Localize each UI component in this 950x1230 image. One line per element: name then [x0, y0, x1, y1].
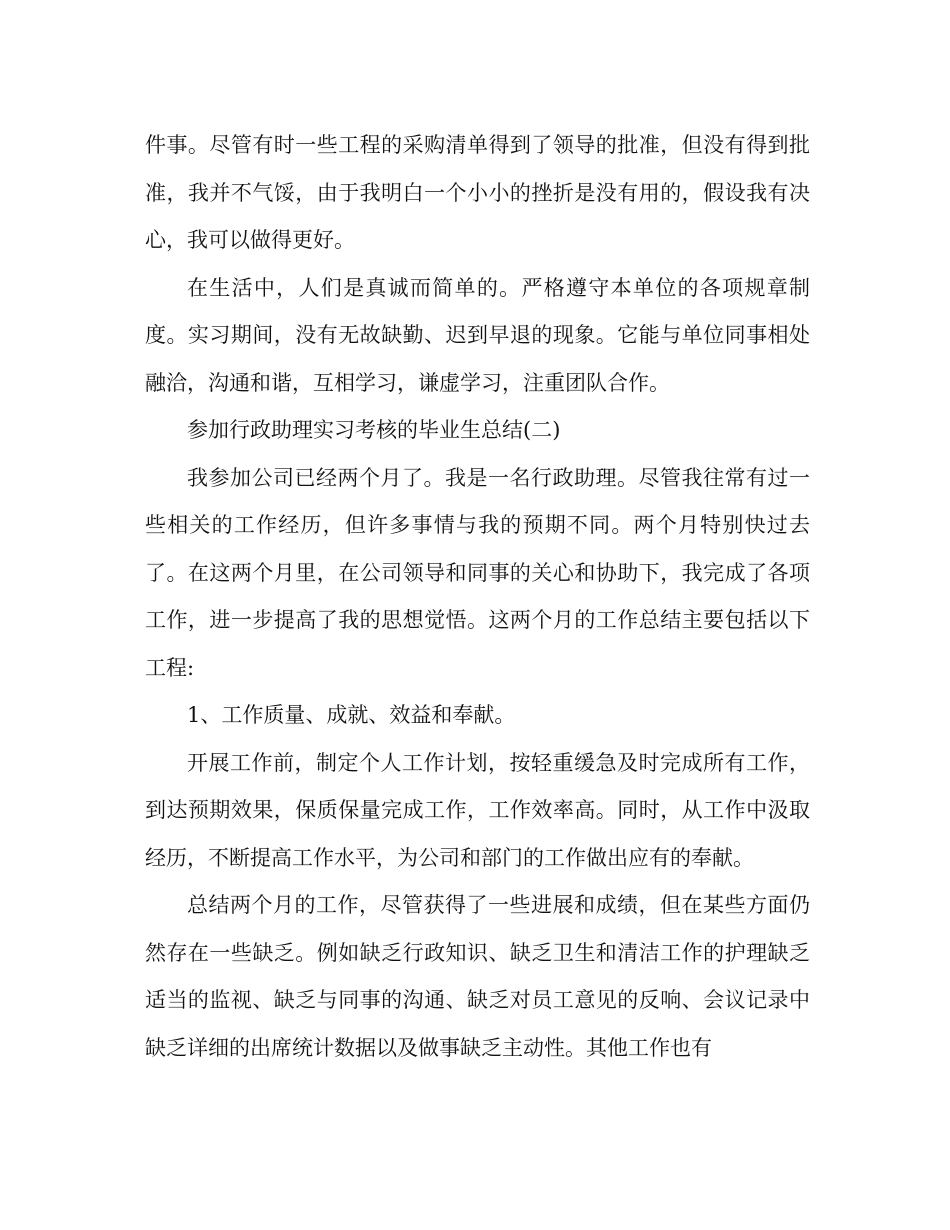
list-item-heading: 1、工作质量、成就、效益和奉献。 — [187, 703, 516, 727]
paragraph-summary-shortcomings: 总结两个月的工作，尽管获得了一些进展和成绩，但在某些方面仍然存在一些缺乏。例如缺乏行政知识、缺乏卫生和清洁工作的护理缺乏适当的监视、缺乏与同事的沟通、缺乏对员工意见的反响、会议记录中缺乏详细的出席统计数据以及做事缺乏主动性。其他工作也有 — [145, 893, 810, 1060]
paragraph-intro: 我参加公司已经两个月了。我是一名行政助理。尽管我往常有过一些相关的工作经历，但许多事情与我的预期不同。两个月特别快过去了。在这两个月里，在公司领导和同事的关心和协助下，我完成了各项工作，进一步提高了我的思想觉悟。这两个月的工作总结主要包括以下工程: — [145, 465, 810, 680]
paragraph-work-plan: 开展工作前，制定个人工作计划，按轻重缓急及时完成所有工作，到达预期效果，保质保量完成工作，工作效率高。同时，从工作中汲取经历，不断提高工作水平，为公司和部门的工作做出应有的奉献。 — [145, 750, 810, 870]
paragraph-life-conduct: 在生活中，人们是真诚而简单的。严格遵守本单位的各项规章制度。实习期间，没有无故缺勤、迟到早退的现象。它能与单位同事相处融洽，沟通和谐，互相学习，谦虚学习，注重团队合作。 — [145, 275, 810, 395]
section-heading: 参加行政助理实习考核的毕业生总结(二) — [187, 418, 561, 442]
document-body — [145, 122, 810, 1072]
paragraph-continuation: 件事。尽管有时一些工程的采购清单得到了领导的批准，但没有得到批准，我并不气馁，由于我明白一个小小的挫折是没有用的，假设我有决心，我可以做得更好。 — [145, 133, 810, 252]
